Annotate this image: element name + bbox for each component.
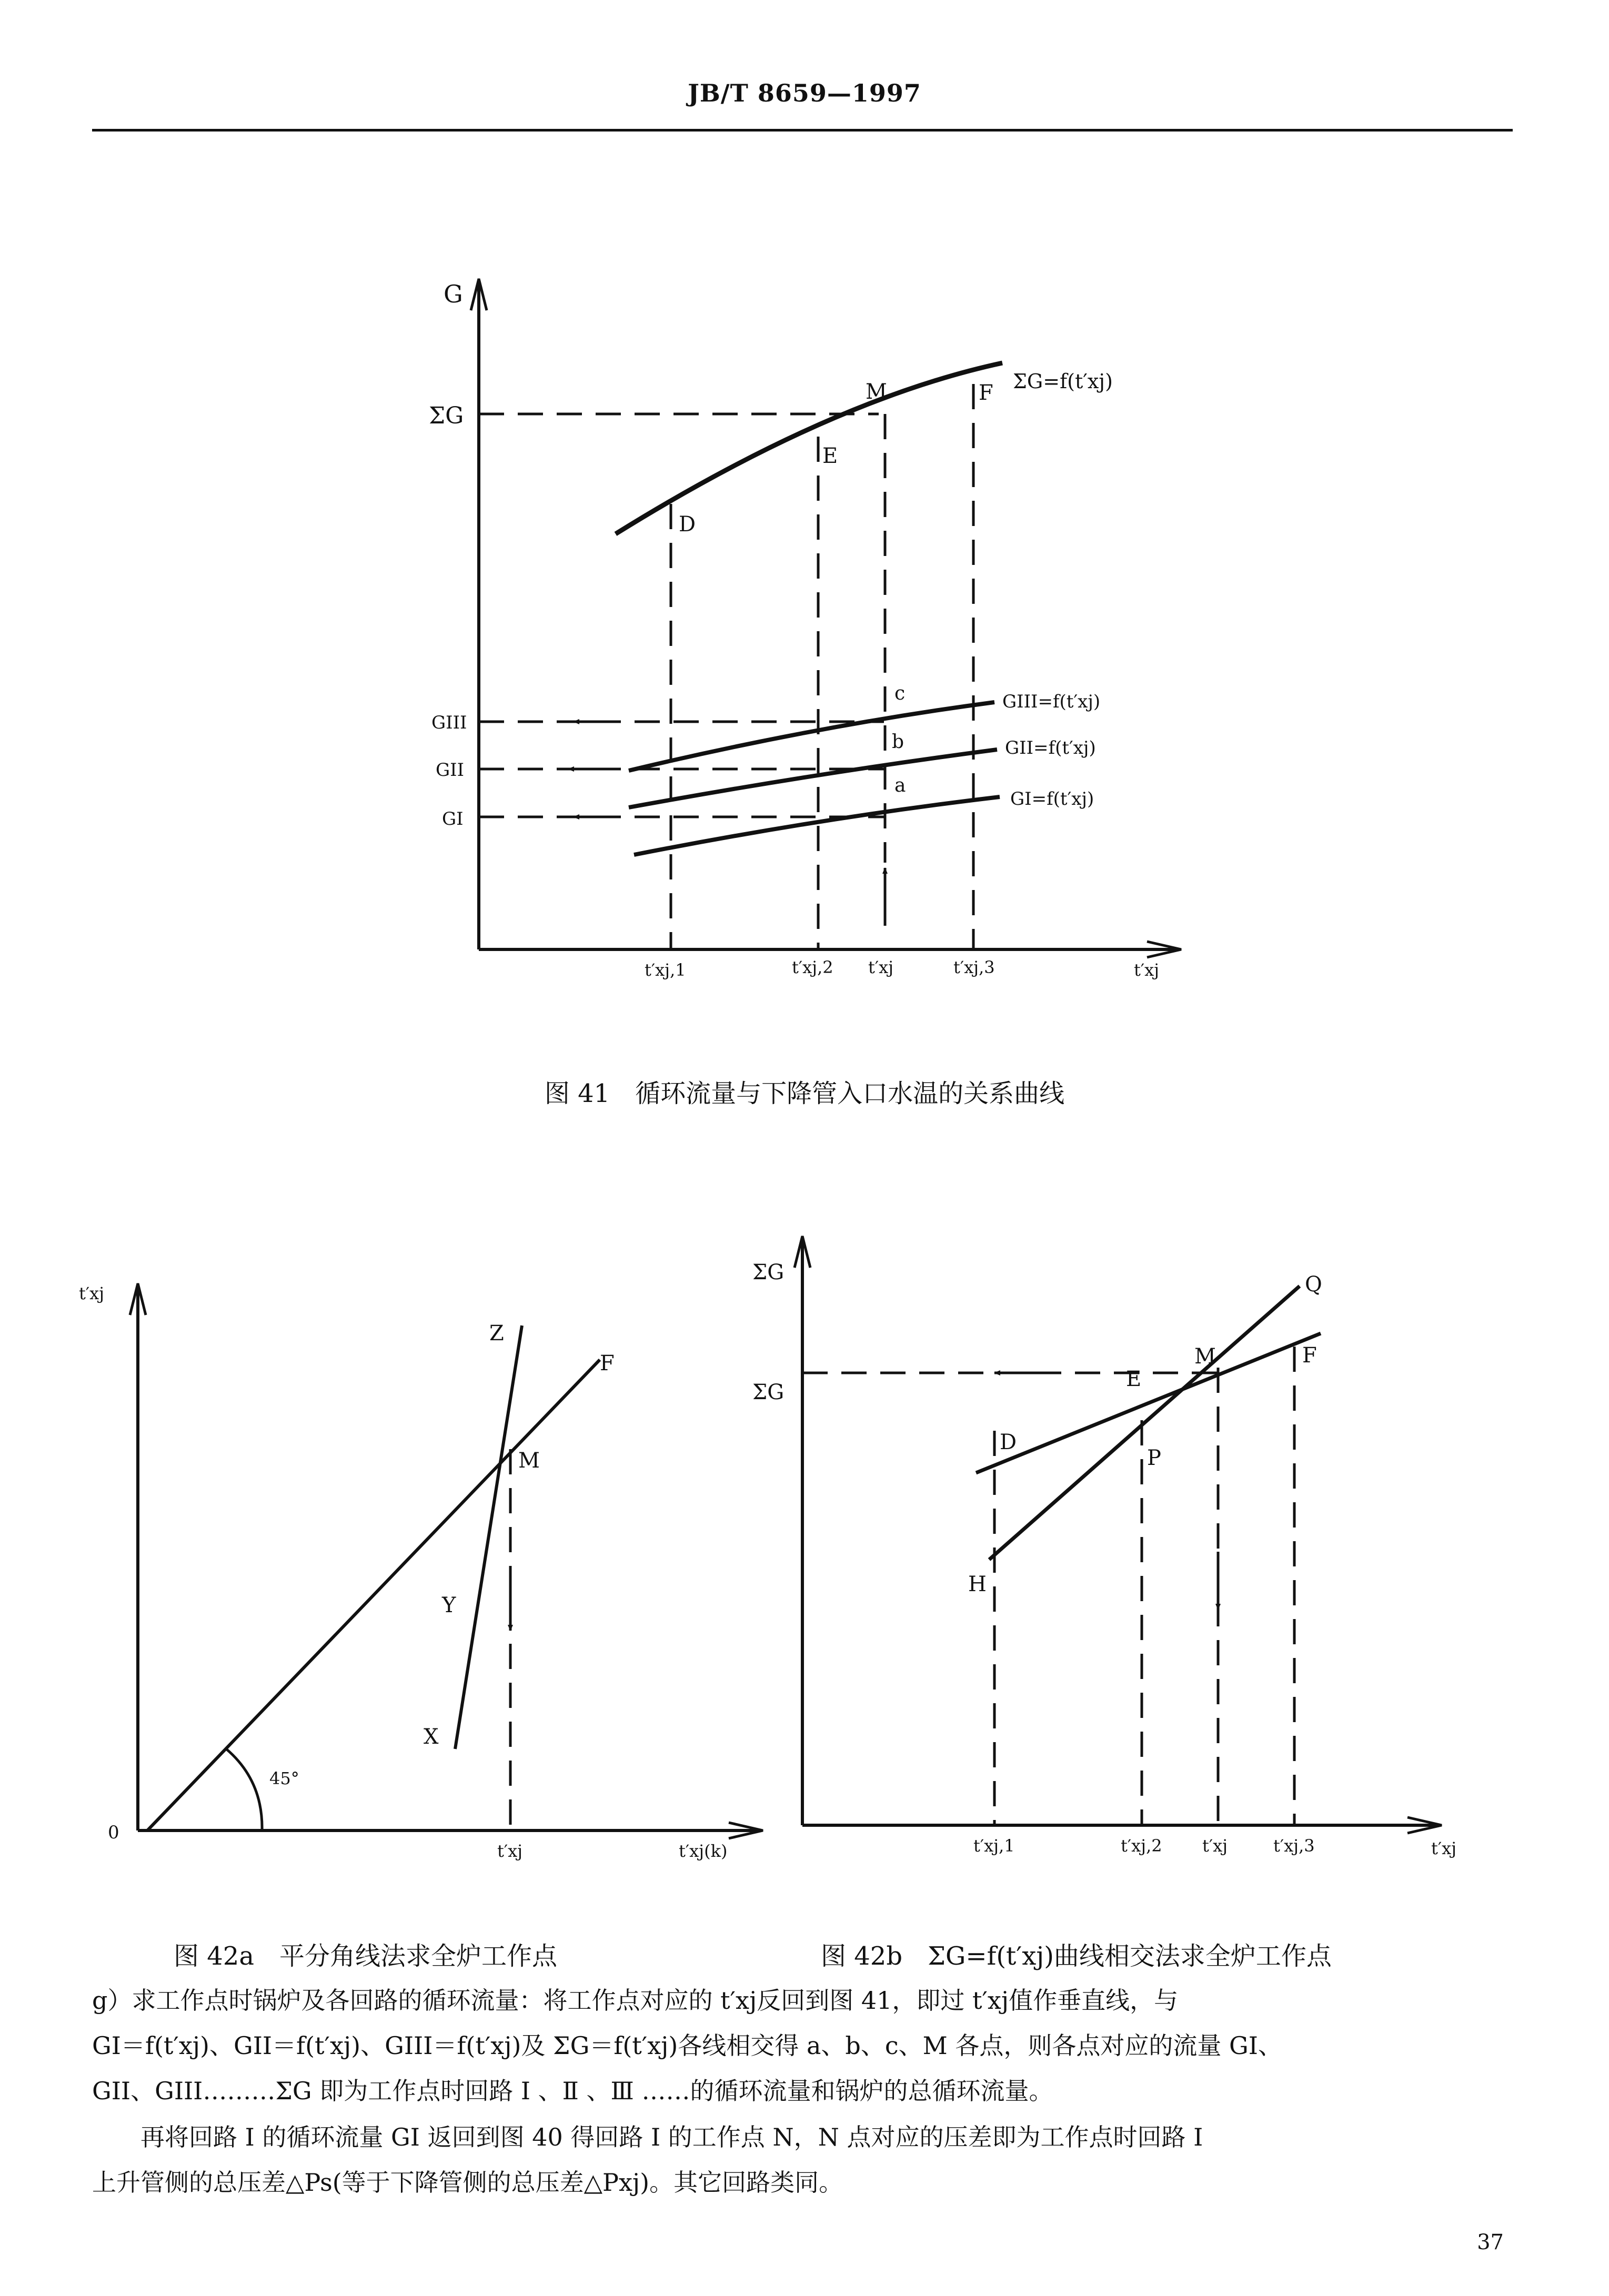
fig41-ytick-giii: GIII — [431, 712, 467, 733]
fig41-label-F: F — [979, 381, 993, 405]
fig42b-label-M: M — [1194, 1344, 1216, 1369]
fig42a-label-X: X — [424, 1725, 439, 1749]
fig42b-xtick-3: t′xj,3 — [1273, 1836, 1315, 1856]
fig41-x-axis-label: t′xj — [1134, 960, 1160, 980]
fig42a-line-45 — [147, 1360, 600, 1830]
fig42b-ytick: ΣG — [752, 1380, 785, 1404]
fig42a-origin: 0 — [108, 1822, 119, 1843]
fig42b-label-E: E — [1126, 1367, 1142, 1391]
paragraph-loop-line-2: 上升管侧的总压差△Ps(等于下降管侧的总压差△Pxj)。其它回路类同。 — [92, 2168, 843, 2197]
fig41-xtick-xj: t′xj — [868, 957, 894, 977]
fig42b-label-H: H — [968, 1572, 987, 1596]
fig41-curve-label-gi: GI=f(t′xj) — [1010, 788, 1094, 810]
fig41-curve-label-gii: GII=f(t′xj) — [1005, 737, 1096, 758]
fig42a-x-axis-label: t′xj(k) — [679, 1841, 728, 1861]
fig42b-label-P: P — [1147, 1446, 1161, 1470]
fig41-curve-sum — [616, 363, 1002, 534]
figure-41-caption: 图 41 循环流量与下降管入口水温的关系曲线 — [544, 1079, 1065, 1108]
document-header: JB/T 8659—1997 — [688, 79, 921, 107]
fig41-xtick-1: t′xj,1 — [645, 960, 686, 980]
fig42a-label-M: M — [518, 1449, 540, 1473]
paragraph-loop-return — [92, 2115, 1513, 2205]
fig42a-label-Z: Z — [489, 1321, 504, 1346]
fig42a-label-F: F — [600, 1351, 615, 1375]
figure-42b-caption: 图 42b ΣG=f(t′xj)曲线相交法求全炉工作点 — [821, 1941, 1332, 1971]
fig41-label-E: E — [822, 444, 838, 468]
fig42b-y-axis-label: ΣG — [752, 1260, 785, 1284]
fig41-curve-giii — [629, 702, 994, 771]
fig41-ytick-gii: GII — [436, 760, 465, 781]
paragraph-loop-line-1: 再将回路 Ⅰ 的循环流量 GI 返回到图 40 得回路 Ⅰ 的工作点 N，N 点对应的压差即为工作点时回路 Ⅰ — [92, 2123, 1203, 2151]
fig41-label-a: a — [894, 775, 906, 796]
fig42a-label-Y: Y — [442, 1593, 456, 1617]
paragraph-g-line-1: g）求工作点时锅炉及各回路的循环流量：将工作点对应的 t′xj反回到图 41，即过 t′xj值作垂直线，与 — [92, 1986, 1179, 2015]
figure-42a — [130, 1283, 763, 1838]
fig42b-xtick-xj: t′xj — [1202, 1836, 1228, 1856]
fig42a-y-axis-label: t′xj — [79, 1283, 105, 1303]
fig42a-angle-arc — [226, 1749, 262, 1830]
paragraph-g — [92, 1978, 1513, 2113]
fig41-xtick-3: t′xj,3 — [953, 957, 995, 977]
fig41-ytick-sum: ΣG — [429, 402, 464, 429]
fig41-label-M: M — [866, 380, 887, 404]
fig42b-label-F: F — [1302, 1343, 1317, 1368]
paragraph-g-line-3: GII、GIII………ΣG 即为工作点时回路 Ⅰ 、Ⅱ 、Ⅲ ……的循环流量和锅炉的总循环流量。 — [92, 2077, 1053, 2105]
fig41-curve-label-giii: GIII=f(t′xj) — [1002, 691, 1101, 712]
fig41-y-axis-label: G — [444, 280, 463, 308]
fig41-xtick-2: t′xj,2 — [792, 957, 833, 977]
fig41-label-c: c — [894, 683, 906, 704]
fig42b-label-Q: Q — [1305, 1272, 1322, 1297]
fig42b-x-axis-label: t′xj — [1431, 1838, 1457, 1858]
figure-42a-caption: 图 42a 平分角线法求全炉工作点 — [174, 1941, 557, 1971]
figure-42b — [795, 1236, 1442, 1833]
fig42b-line-HQ — [989, 1286, 1300, 1560]
fig42b-xtick-2: t′xj,2 — [1121, 1836, 1162, 1856]
fig42a-line-xz — [455, 1326, 522, 1749]
paragraph-g-line-2: GI＝f(t′xj)、GII＝f(t′xj)、GIII＝f(t′xj)及 ΣG＝f(t′xj)各线相交得 a、b、c、M 各点，则各点对应的流量 GI、 — [92, 2031, 1282, 2060]
fig41-curve-label-sum: ΣG=f(t′xj) — [1013, 370, 1113, 393]
page-number: 37 — [1477, 2230, 1504, 2254]
fig42b-xtick-1: t′xj,1 — [973, 1836, 1015, 1856]
fig41-label-b: b — [892, 731, 904, 753]
fig42b-label-D: D — [1000, 1430, 1017, 1454]
fig42a-angle-label: 45° — [269, 1768, 299, 1788]
fig42a-xtick: t′xj — [497, 1841, 523, 1861]
fig41-ytick-gi: GI — [442, 808, 464, 830]
fig41-label-D: D — [679, 512, 696, 537]
